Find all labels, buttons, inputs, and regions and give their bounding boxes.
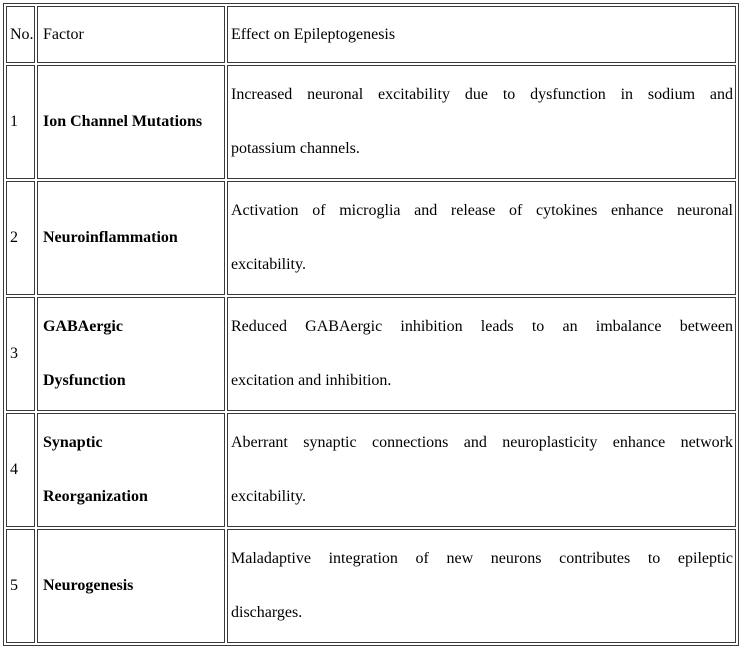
effect-text-line: potassium channels. [231,140,360,157]
cell-no: 4 [6,413,35,527]
cell-factor [37,529,225,643]
cell-factor [37,413,225,527]
cell-factor [37,181,225,295]
effect-text-line: excitation and inhibition. [231,372,392,389]
cell-no: 3 [6,297,35,411]
factor-text-line: Synaptic [43,434,103,451]
factor-text-line: GABAergic [43,318,123,335]
header-cell-no: No. [6,6,35,63]
table-row [6,413,736,527]
effect-text-line: Aberrant synaptic connections and neuroplasticity enhance network [231,434,733,451]
table-row [6,529,736,643]
table-row [6,297,736,411]
effect-text-line: Reduced GABAergic inhibition leads to an imbalance between [231,318,733,335]
effect-text-line: discharges. [231,604,303,621]
factor-text-line: Dysfunction [43,372,126,389]
cell-effect [227,181,736,295]
header-row [6,6,736,63]
header-cell-factor: Factor [37,6,225,63]
effect-text-line: excitability. [231,256,306,273]
header-cell-effect: Effect on Epileptogenesis [227,6,736,63]
table-body [6,65,736,643]
epileptogenesis-factors-table [3,3,739,646]
effect-text-line: Activation of microglia and release of cytokines enhance neuronal [231,202,733,219]
cell-factor [37,297,225,411]
cell-no: 2 [6,181,35,295]
factor-text-line: Ion Channel Mutations [43,113,203,130]
factor-text-line: Neuroinflammation [43,229,178,246]
cell-no: 1 [6,65,35,179]
factor-text-line: Neurogenesis [43,577,134,594]
cell-no: 5 [6,529,35,643]
factor-text-line: Reorganization [43,488,148,505]
effect-text-line: Maladaptive integration of new neurons contributes to epileptic [231,550,733,567]
table-row [6,181,736,295]
cell-effect [227,297,736,411]
table-row [6,65,736,179]
effect-text-line: Increased neuronal excitability due to dysfunction in sodium and [231,86,733,103]
cell-factor [37,65,225,179]
cell-effect [227,529,736,643]
cell-effect [227,65,736,179]
effect-text-line: excitability. [231,488,306,505]
cell-effect [227,413,736,527]
